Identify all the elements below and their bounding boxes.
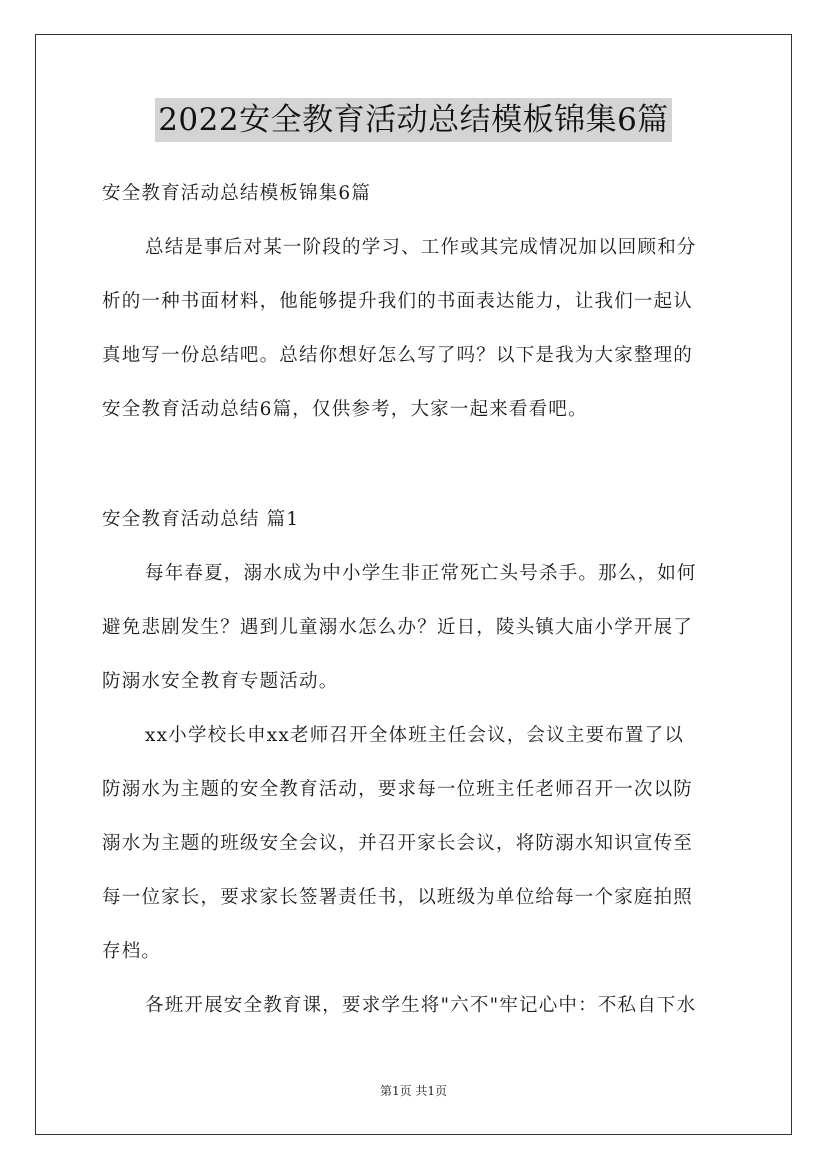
paragraph-2-line-1: xx小学校长申xx老师召开全体班主任会议，会议主要布置了以 [145,725,685,746]
subtitle-line: 安全教育活动总结模板锦集6篇 [102,183,372,204]
section-heading: 安全教育活动总结 篇1 [102,509,300,530]
intro-line-2: 析的一种书面材料，他能够提升我们的书面表达能力，让我们一起认 [102,291,694,312]
title-container [0,98,827,142]
paragraph-3-line-1: 各班开展安全教育课，要求学生将"六不"牢记心中：不私自下水 [145,995,697,1016]
page-number-footer: 第1页 共1页 [379,1084,448,1098]
paragraph-2-line-5: 存档。 [102,941,162,962]
paragraph-2-line-4: 每一位家长，要求家长签署责任书，以班级为单位给每一个家庭拍照 [102,887,694,908]
paragraph-1-line-3: 防溺水安全教育专题活动。 [102,671,339,692]
document-title: 2022安全教育活动总结模板锦集6篇 [155,98,672,142]
paragraph-2-line-3: 溺水为主题的班级安全会议，并召开家长会议，将防溺水知识宣传至 [102,833,694,854]
intro-line-4: 安全教育活动总结6篇，仅供参考，大家一起来看看吧。 [102,399,588,420]
paragraph-1-line-1: 每年春夏，溺水成为中小学生非正常死亡头号杀手。那么，如何 [145,563,697,584]
intro-line-1: 总结是事后对某一阶段的学习、工作或其完成情况加以回顾和分 [145,237,697,258]
paragraph-2-line-2: 防溺水为主题的安全教育活动，要求每一位班主任老师召开一次以防 [102,779,694,800]
intro-line-3: 真地写一份总结吧。总结你想好怎么写了吗？以下是我为大家整理的 [102,345,694,366]
paragraph-1-line-2: 避免悲剧发生？遇到儿童溺水怎么办？近日，陵头镇大庙小学开展了 [102,617,694,638]
